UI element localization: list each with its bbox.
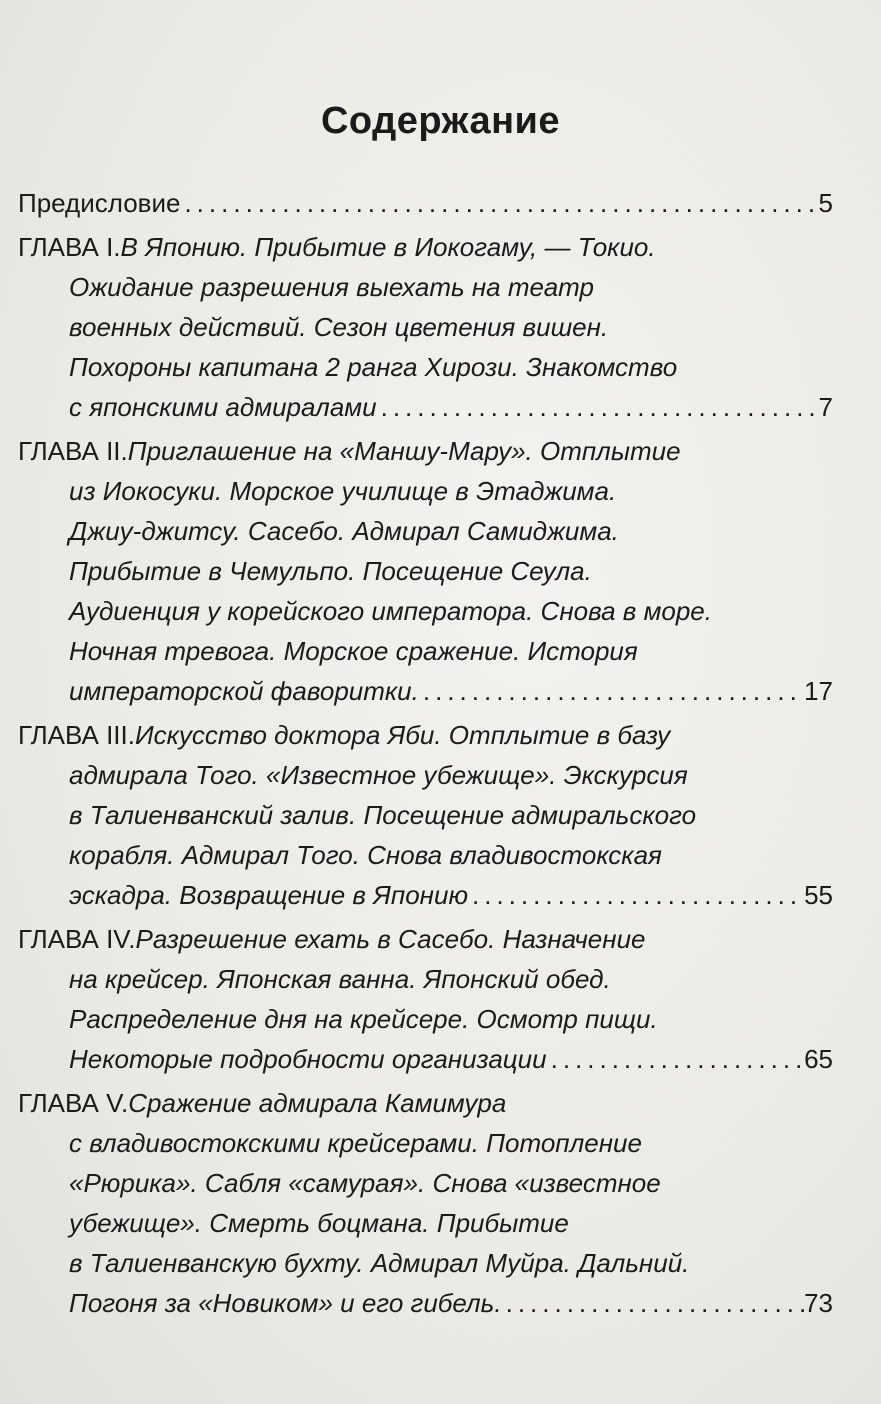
page-number: 5 [818, 188, 833, 218]
chapter-label: ГЛАВА II. [18, 436, 128, 466]
dot-leader [468, 875, 804, 915]
chapter-summary: Разрешение ехать в Сасебо. Назначение [135, 924, 646, 954]
toc-entry-chapter-2 [18, 431, 833, 711]
chapter-summary: Приглашение на «Маншу-Мару». Отплытие [127, 436, 681, 466]
toc-line [18, 1283, 833, 1323]
dot-leader [377, 387, 819, 427]
chapter-summary: Погоня за «Новиком» и его гибель. [69, 1288, 502, 1318]
toc-entry-preface [18, 183, 833, 223]
toc-line [18, 671, 833, 711]
chapter-label: ГЛАВА I. [18, 232, 121, 262]
chapter-summary: Некоторые подробности организации [69, 1044, 547, 1074]
toc-entry-label: Предисловие [18, 188, 181, 218]
toc-entry-chapter-3 [18, 715, 833, 915]
page-number: 73 [804, 1288, 833, 1318]
toc-line: Похороны капитана 2 ранга Хирози. Знакомство [69, 352, 678, 382]
toc-line [18, 227, 833, 267]
page-number: 17 [804, 676, 833, 706]
chapter-label: ГЛАВА V. [18, 1088, 129, 1118]
chapter-summary: императорской фаворитки. [69, 676, 419, 706]
chapter-summary: В Японию. Прибытие в Иокогаму, — Токио. [120, 232, 656, 262]
chapter-summary: Сражение адмирала Камимура [128, 1088, 507, 1118]
chapter-label: ГЛАВА III. [18, 720, 135, 750]
chapter-label: ГЛАВА IV. [18, 924, 136, 954]
toc-line: в Талиенванский залив. Посещение адмиральского [69, 800, 697, 830]
toc-line [18, 875, 833, 915]
dot-leader [180, 183, 818, 223]
toc-line: Прибытие в Чемульпо. Посещение Сеула. [69, 556, 592, 586]
toc-line [18, 1083, 833, 1123]
toc-line: Распределение дня на крейсере. Осмотр пищи. [69, 1004, 658, 1034]
toc-line: адмирала Того. «Известное убежище». Экскурсия [69, 760, 688, 790]
toc-line: Джиу-джитсу. Сасебо. Адмирал Самиджима. [69, 516, 619, 546]
page-number: 55 [804, 880, 833, 910]
page-number: 7 [818, 392, 833, 422]
toc-line: Ожидание разрешения выехать на театр [69, 272, 594, 302]
table-of-contents [18, 183, 833, 1323]
toc-line [18, 431, 833, 471]
dot-leader [502, 1283, 804, 1323]
dot-leader [419, 671, 804, 711]
toc-line: из Иокосуки. Морское училище в Этаджима. [69, 476, 617, 506]
chapter-summary: Искусство доктора Яби. Отплытие в базу [134, 720, 671, 750]
toc-line: убежище». Смерть боцмана. Прибытие [69, 1208, 569, 1238]
toc-line [18, 715, 833, 755]
toc-line [18, 1039, 833, 1079]
page-number: 65 [804, 1044, 833, 1074]
toc-line [18, 387, 833, 427]
toc-line: Ночная тревога. Морское сражение. История [69, 636, 638, 666]
toc-line: в Талиенванскую бухту. Адмирал Муйра. Дальний. [69, 1248, 690, 1278]
toc-entry-chapter-4 [18, 919, 833, 1079]
toc-entry-chapter-5 [18, 1083, 833, 1323]
dot-leader [547, 1039, 804, 1079]
toc-line [18, 183, 833, 223]
toc-line: военных действий. Сезон цветения вишен. [69, 312, 609, 342]
page-title: Содержание [320, 100, 561, 142]
toc-entry-chapter-1 [18, 227, 833, 427]
toc-line: с владивостокскими крейсерами. Потопление [69, 1128, 642, 1158]
toc-line: «Рюрика». Сабля «самурая». Снова «известное [69, 1168, 661, 1198]
toc-line: Аудиенция у корейского императора. Снова в море. [69, 596, 712, 626]
chapter-summary: эскадра. Возвращение в Японию [69, 880, 468, 910]
toc-line: на крейсер. Японская ванна. Японский обед. [69, 964, 611, 994]
toc-line [18, 919, 833, 959]
toc-line: корабля. Адмирал Того. Снова владивостокская [69, 840, 662, 870]
chapter-summary: с японскими адмиралами [69, 392, 377, 422]
